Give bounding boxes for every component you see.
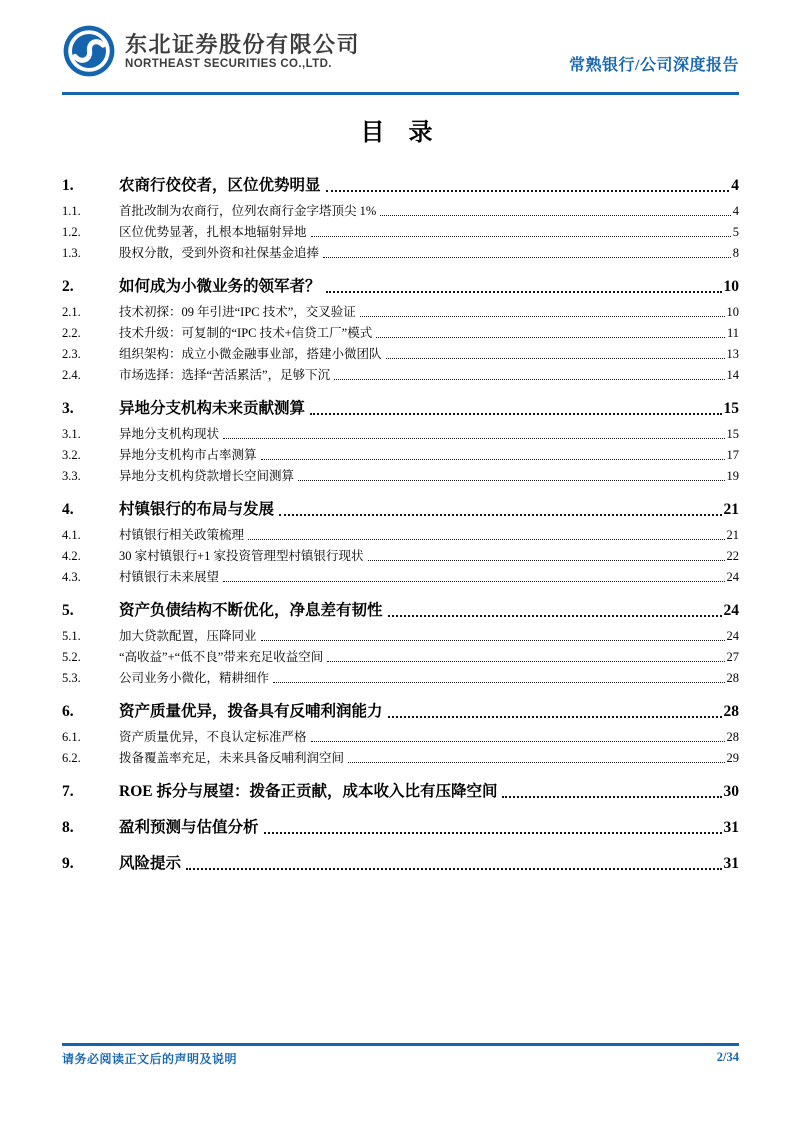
toc-entry-number: 6.1.	[62, 730, 81, 744]
toc-leader-dots	[311, 236, 731, 237]
toc-entry-page: 24	[726, 570, 739, 584]
page-footer	[62, 1043, 739, 1067]
toc-entry-label: 异地分支机构市占率测算	[119, 448, 257, 462]
toc-entry-label: 首批改制为农商行，位列农商行金字塔顶尖 1%	[119, 204, 377, 218]
toc-leader-dots	[380, 215, 730, 216]
toc-entry[interactable]	[62, 548, 739, 564]
toc-entry-page: 24	[726, 629, 739, 643]
toc-entry-label: 风险提示	[119, 855, 182, 872]
toc-entry[interactable]	[62, 325, 739, 341]
toc-entry-page: 29	[726, 751, 739, 765]
footer-disclaimer: 请务必阅读正文后的声明及说明	[62, 1052, 238, 1066]
toc-entry-page: 15	[723, 400, 739, 417]
toc-entry[interactable]	[62, 781, 739, 802]
toc-entry-number: 1.2.	[62, 225, 81, 239]
toc-entry-page: 10	[723, 278, 739, 295]
toc-leader-dots	[223, 438, 724, 439]
toc-entry-label: “高收益”+“低不良”带来充足收益空间	[119, 650, 324, 664]
toc-leader-dots	[323, 257, 731, 258]
toc-entry-page: 14	[726, 368, 739, 382]
toc-entry-page: 28	[726, 671, 739, 685]
company-name-en: NORTHEAST SECURITIES CO.,LTD.	[125, 57, 332, 70]
footer-row	[62, 1050, 739, 1067]
toc-entry-label: 村镇银行未来展望	[119, 570, 220, 584]
toc-entry-page: 31	[723, 855, 739, 872]
toc-leader-dots	[261, 640, 725, 641]
toc-entry[interactable]	[62, 304, 739, 320]
toc-entry-label: 资产负债结构不断优化，净息差有韧性	[119, 602, 383, 619]
toc-entry-label: 异地分支机构现状	[119, 427, 220, 441]
toc-entry-number: 3.	[62, 400, 74, 417]
toc-entry-page: 8	[732, 246, 739, 260]
toc-entry-number: 3.2.	[62, 448, 81, 462]
toc-entry-number: 8.	[62, 819, 74, 836]
toc-entry-number: 5.	[62, 602, 74, 619]
toc-entry-number: 2.1.	[62, 305, 81, 319]
toc-entry-number: 4.	[62, 501, 74, 518]
toc-entry[interactable]	[62, 701, 739, 722]
toc-entry-label: 股权分散，受到外资和社保基金追捧	[119, 246, 320, 260]
toc-entry-label: 资产质量优异，拨备具有反哺利润能力	[119, 703, 383, 720]
toc-leader-dots	[223, 581, 724, 582]
toc-entry-page: 13	[726, 347, 739, 361]
toc-entry[interactable]	[62, 203, 739, 219]
brand-names	[125, 32, 360, 69]
header-divider	[62, 92, 739, 95]
toc-entry-page: 10	[726, 305, 739, 319]
toc-entry[interactable]	[62, 670, 739, 686]
toc-entry-label: 拨备覆盖率充足，未来具备反哺利润空间	[119, 751, 345, 765]
toc-entry-label: 30 家村镇银行+1 家投资管理型村镇银行现状	[119, 549, 364, 563]
toc-entry-label: 异地分支机构未来贡献测算	[119, 400, 306, 417]
toc-entry-label: ROE 拆分与展望：拨备正贡献，成本收入比有压降空间	[119, 783, 498, 800]
toc-entry-label: 资产质量优异，不良认定标准严格	[119, 730, 307, 744]
toc-entry-number: 1.3.	[62, 246, 81, 260]
toc-entry[interactable]	[62, 600, 739, 621]
toc-entry-number: 3.1.	[62, 427, 81, 441]
toc-entry[interactable]	[62, 499, 739, 520]
toc-entry-label: 村镇银行相关政策梳理	[119, 528, 245, 542]
company-name-cn: 东北证券股份有限公司	[125, 32, 361, 58]
toc-entry-number: 5.2.	[62, 650, 81, 664]
toc-leader-dots	[376, 337, 725, 338]
toc-entry-page: 17	[726, 448, 739, 462]
toc-entry-number: 9.	[62, 855, 74, 872]
report-category-label: 常熟银行/公司深度报告	[569, 57, 739, 74]
toc-leader-dots	[502, 796, 721, 798]
toc-entry-page: 4	[732, 204, 739, 218]
toc-leader-dots	[264, 832, 722, 834]
toc-entry-number: 1.1.	[62, 204, 81, 218]
toc-entry-number: 5.3.	[62, 671, 81, 685]
northeast-securities-logo-icon	[62, 24, 116, 78]
toc-entry-label: 如何成为小微业务的领军者？	[119, 278, 321, 295]
toc-entry-page: 15	[726, 427, 739, 441]
toc-leader-dots	[326, 291, 722, 293]
toc-leader-dots	[310, 413, 721, 415]
toc-leader-dots	[273, 682, 724, 683]
toc-leader-dots	[348, 762, 724, 763]
toc-entry-number: 2.4.	[62, 368, 81, 382]
toc-entry-number: 3.3.	[62, 469, 81, 483]
toc-entry[interactable]	[62, 276, 739, 297]
toc-entry-page: 5	[732, 225, 739, 239]
toc-leader-dots	[261, 459, 725, 460]
toc-leader-dots	[368, 560, 725, 561]
toc-entry-label: 农商行佼佼者，区位优势明显	[119, 177, 321, 194]
toc-entry-label: 技术升级：可复制的“IPC 技术+信贷工厂”模式	[119, 326, 373, 340]
toc-entry[interactable]	[62, 224, 739, 240]
toc-entry-number: 6.2.	[62, 751, 81, 765]
page-number: 2/34	[716, 1050, 739, 1064]
toc-leader-dots	[360, 316, 725, 317]
toc-entry-page: 19	[726, 469, 739, 483]
toc-entry[interactable]	[62, 367, 739, 383]
toc-entry-label: 市场选择：选择“苦活累活”，足够下沉	[119, 368, 331, 382]
toc-leader-dots	[326, 190, 730, 192]
toc-leader-dots	[248, 539, 724, 540]
toc-entry[interactable]	[62, 750, 739, 766]
toc-leader-dots	[388, 615, 722, 617]
toc-entry-page: 24	[723, 602, 739, 619]
toc-leader-dots	[334, 379, 724, 380]
toc-title: 目 录	[360, 120, 442, 146]
toc-entry-page: 11	[726, 326, 739, 340]
toc-entry-number: 6.	[62, 703, 74, 720]
toc-entry[interactable]	[62, 628, 739, 644]
toc-leader-dots	[388, 716, 722, 718]
toc-entry[interactable]	[62, 447, 739, 463]
toc-entry-label: 组织架构：成立小微金融事业部，搭建小微团队	[119, 347, 382, 361]
toc-entry-page: 28	[723, 703, 739, 720]
toc-leader-dots	[298, 480, 724, 481]
toc-entry-page: 21	[726, 528, 739, 542]
toc-entry-label: 盈利预测与估值分析	[119, 819, 259, 836]
toc-entry[interactable]	[62, 426, 739, 442]
toc-entry-number: 1.	[62, 177, 74, 194]
brand-block	[62, 24, 360, 78]
toc-entry-number: 7.	[62, 783, 74, 800]
toc-entry-number: 2.2.	[62, 326, 81, 340]
toc-entry-number: 4.1.	[62, 528, 81, 542]
toc-entry[interactable]	[62, 817, 739, 838]
toc-entry-page: 31	[723, 819, 739, 836]
toc-entry-number: 2.3.	[62, 347, 81, 361]
toc-list	[62, 160, 739, 881]
toc-entry[interactable]	[62, 346, 739, 362]
toc-entry[interactable]	[62, 649, 739, 665]
toc-entry-number: 5.1.	[62, 629, 81, 643]
toc-leader-dots	[327, 661, 724, 662]
toc-entry-label: 区位优势显著，扎根本地辐射异地	[119, 225, 307, 239]
toc-entry-page: 30	[723, 783, 739, 800]
toc-entry-label: 村镇银行的布局与发展	[119, 501, 275, 518]
toc-entry-page: 27	[726, 650, 739, 664]
toc-entry-label: 加大贷款配置，压降同业	[119, 629, 257, 643]
toc-entry[interactable]	[62, 729, 739, 745]
toc-entry-page: 22	[726, 549, 739, 563]
toc-entry-label: 公司业务小微化，精耕细作	[119, 671, 270, 685]
toc-entry[interactable]	[62, 468, 739, 484]
footer-divider	[62, 1043, 739, 1046]
toc-entry-label: 技术初探：09 年引进“IPC 技术”，交叉验证	[119, 305, 356, 319]
toc-entry-number: 2.	[62, 278, 74, 295]
toc-entry[interactable]	[62, 245, 739, 261]
toc-entry[interactable]	[62, 569, 739, 585]
toc-entry-number: 4.3.	[62, 570, 81, 584]
toc-leader-dots	[186, 868, 721, 870]
toc-entry[interactable]	[62, 527, 739, 543]
toc-entry-label: 异地分支机构贷款增长空间测算	[119, 469, 295, 483]
toc-leader-dots	[386, 358, 725, 359]
toc-leader-dots	[311, 741, 725, 742]
toc-leader-dots	[279, 514, 721, 516]
toc-entry-page: 21	[723, 501, 739, 518]
toc-entry-page: 28	[726, 730, 739, 744]
page-header	[62, 24, 739, 78]
toc-entry-page: 4	[731, 177, 739, 194]
toc-entry[interactable]	[62, 175, 739, 196]
toc-entry[interactable]	[62, 398, 739, 419]
toc-entry[interactable]	[62, 853, 739, 874]
toc-entry-number: 4.2.	[62, 549, 81, 563]
